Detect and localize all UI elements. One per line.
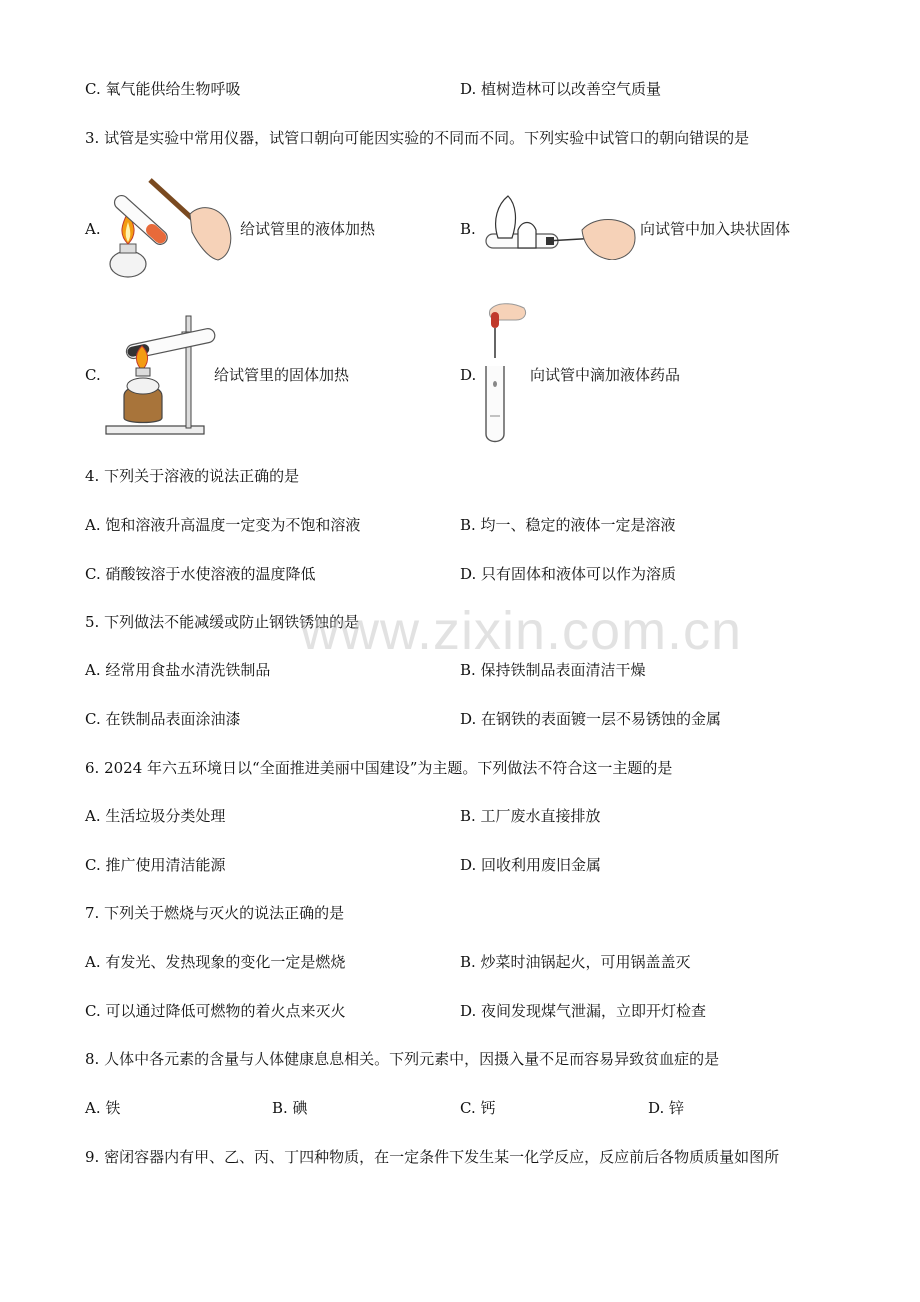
q6-option-a: A. 生活垃圾分类处理 <box>85 807 226 825</box>
question-3-stem: 3. 试管是实验中常用仪器，试管口朝向可能因实验的不同而不同。下列实验中试管口的朝向错误的是 <box>85 129 750 147</box>
q6-option-d: D. 回收利用废旧金属 <box>460 856 602 874</box>
question-7-stem: 7. 下列关于燃烧与灭火的说法正确的是 <box>85 904 345 922</box>
question-9-stem: 9. 密闭容器内有甲、乙、丙、丁四种物质，在一定条件下发生某一化学反应，反应前后各物质质量如图所 <box>85 1148 780 1166</box>
q4-option-d: D. 只有固体和液体可以作为溶质 <box>460 565 677 583</box>
q7-option-b: B. 炒菜时油锅起火，可用锅盖盖灭 <box>460 953 691 971</box>
q3-option-d-letter: D. <box>460 366 477 384</box>
q4-option-a: A. 饱和溶液升高温度一定变为不饱和溶液 <box>85 516 361 534</box>
liquid-heating-figure <box>104 172 238 284</box>
q5-option-a: A. 经常用食盐水清洗铁制品 <box>85 661 271 679</box>
q4-option-c: C. 硝酸铵溶于水使溶液的温度降低 <box>85 565 316 583</box>
question-8-stem: 8. 人体中各元素的含量与人体健康息息相关。下列元素中，因摄入量不足而容易异致贫血症的是 <box>85 1050 720 1068</box>
question-6-stem: 6. 2024 年六五环境日以“全面推进美丽中国建设”为主题。下列做法不符合这一主题的是 <box>85 759 673 777</box>
add-solid-figure <box>482 190 638 260</box>
q4-option-b: B. 均一、稳定的液体一定是溶液 <box>460 516 676 534</box>
q8-option-a: A. 铁 <box>85 1099 121 1117</box>
q3-option-a-caption: 给试管里的液体加热 <box>240 220 376 238</box>
solid-heating-figure <box>104 306 216 438</box>
q5-option-d: D. 在钢铁的表面镀一层不易锈蚀的金属 <box>460 710 722 728</box>
q6-option-c: C. 推广使用清洁能源 <box>85 856 226 874</box>
q3-option-d-caption: 向试管中滴加液体药品 <box>530 366 681 384</box>
q7-option-d: D. 夜间发现煤气泄漏，立即开灯检查 <box>460 1002 707 1020</box>
q8-option-b: B. 碘 <box>272 1099 308 1117</box>
q7-option-c: C. 可以通过降低可燃物的着火点来灭火 <box>85 1002 346 1020</box>
watermark: www.zixin.com.cn <box>300 601 743 661</box>
option-d: D. 植树造林可以改善空气质量 <box>460 80 662 98</box>
dropper-figure <box>482 300 530 446</box>
option-c: C. 氧气能供给生物呼吸 <box>85 80 241 98</box>
q3-option-c-caption: 给试管里的固体加热 <box>214 366 350 384</box>
question-4-stem: 4. 下列关于溶液的说法正确的是 <box>85 467 300 485</box>
q6-option-b: B. 工厂废水直接排放 <box>460 807 601 825</box>
q8-option-c: C. 钙 <box>460 1099 496 1117</box>
q3-option-b-letter: B. <box>460 220 476 238</box>
q3-option-c-letter: C. <box>85 366 101 384</box>
q3-option-a-letter: A. <box>85 220 101 238</box>
q7-option-a: A. 有发光、发热现象的变化一定是燃烧 <box>85 953 346 971</box>
q5-option-c: C. 在铁制品表面涂油漆 <box>85 710 241 728</box>
question-5-stem: 5. 下列做法不能减缓或防止钢铁锈蚀的是 <box>85 613 360 631</box>
q3-option-b-caption: 向试管中加入块状固体 <box>640 220 791 238</box>
q8-option-d: D. 锌 <box>648 1099 685 1117</box>
q5-option-b: B. 保持铁制品表面清洁干燥 <box>460 661 646 679</box>
